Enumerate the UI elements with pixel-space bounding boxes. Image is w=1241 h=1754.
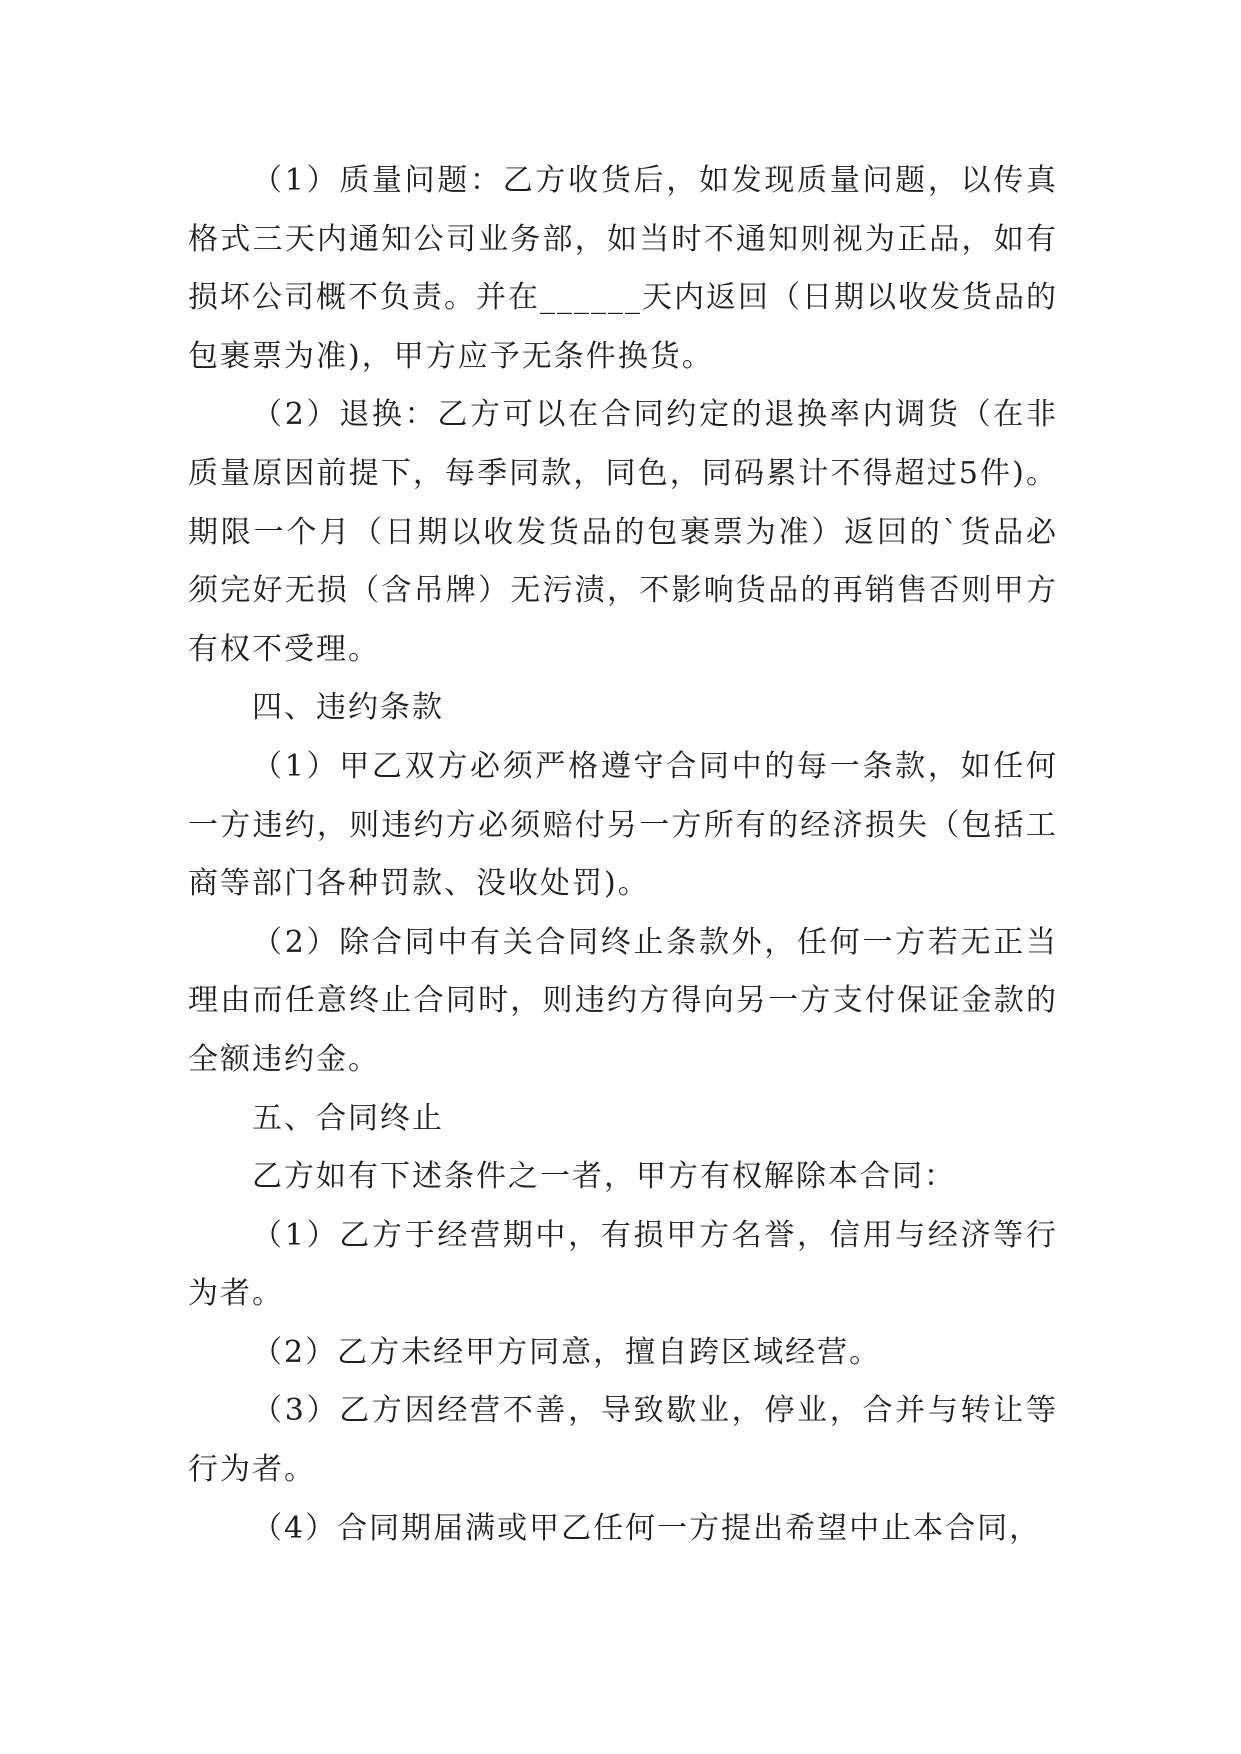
section-heading-breach: 四、违约条款: [252, 690, 444, 726]
paragraph-breach-1: （1）甲乙双方必须严格遵守合同中的每一条款，如任何一方违约，则违约方必须赔付另一方所有的经济损失（包括工商等部门各种罚款、没收处罚)。: [188, 748, 1058, 902]
document-body: [188, 152, 1058, 1558]
paragraph-termination-4: （4）合同期届满或甲乙任何一方提出希望中止本合同，: [252, 1510, 1042, 1546]
paragraph-breach-2: （2）除合同中有关合同终止条款外，任何一方若无正当理由而任意终止合同时，则违约方得向另一方支付保证金款的全额违约金。: [188, 924, 1058, 1077]
paragraph-return-exchange: （2）退换：乙方可以在合同约定的退换率内调货（在非质量原因前提下，每季同款，同色，同码累计不得超过5件)。期限一个月（日期以收发货品的包裹票为准）返回的`货品必须完好无损（含吊牌）无污渍，不影响货品的再销售否则甲方有权不受理。: [188, 397, 1058, 667]
paragraph-termination-3: （3）乙方因经营不善，导致歇业，停业，合并与转让等行为者。: [188, 1393, 1058, 1488]
section-heading-termination: 五、合同终止: [252, 1100, 444, 1136]
paragraph-termination-intro: 乙方如有下述条件之一者，甲方有权解除本合同：: [252, 1159, 956, 1195]
paragraph-termination-1: （1）乙方于经营期中，有损甲方名誉，信用与经济等行为者。: [188, 1217, 1058, 1312]
paragraph-quality-issue: （1）质量问题：乙方收货后，如发现质量问题，以传真格式三天内通知公司业务部，如当时不通知则视为正品，如有损坏公司概不负责。并在______天内返回（日期以收发货品的包裹票为准)，甲方应予无条件换货。: [188, 163, 1058, 374]
paragraph-termination-2: （2）乙方未经甲方同意，擅自跨区域经营。: [252, 1334, 882, 1370]
